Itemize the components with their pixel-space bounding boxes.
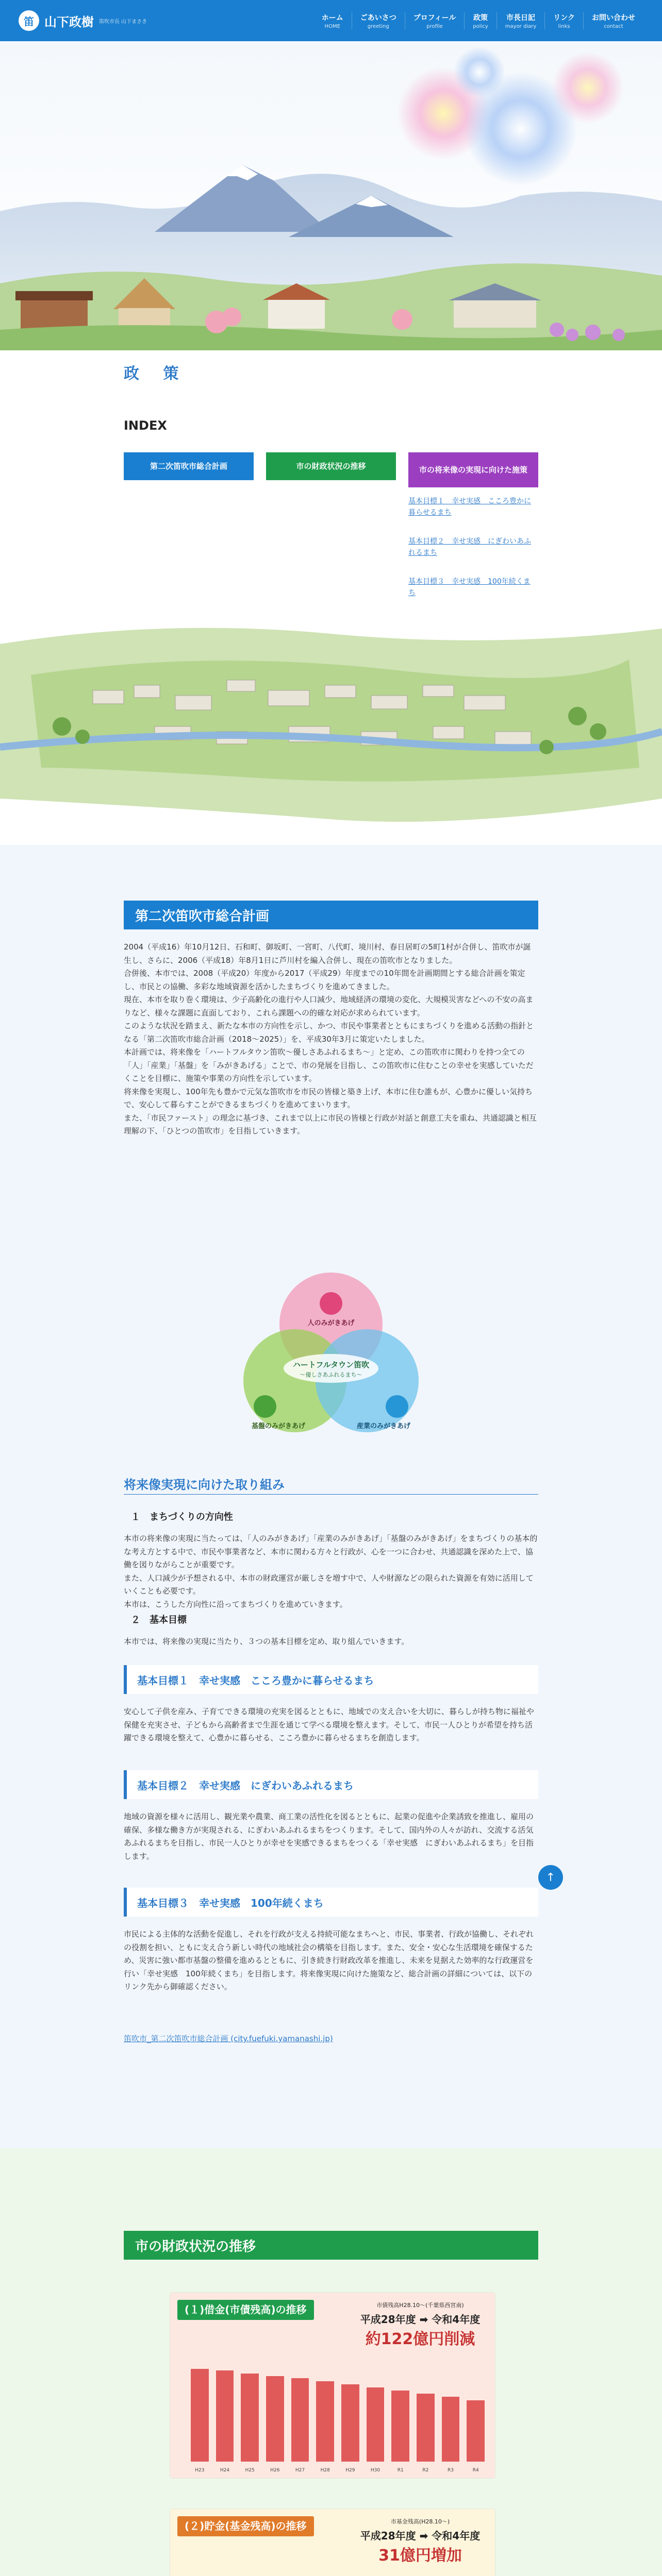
chart-tick-label: H30 — [370, 2468, 380, 2473]
goal-3-title: 基本目標３ 幸せ実感 100年続くまち — [124, 1888, 538, 1917]
nav-diary[interactable]: 市長日記 mayor diary — [496, 12, 544, 29]
goal-1-text: 安心して子供を産み、子育てできる環境の充実を図るとともに、地域での支え合いを大切に、暮らしが持ち物に福祉や保健を充実させ、子どもから高齢者まで生涯を通じて学べる環境を整えます。そして、市民一人ひとりが希望を持ち活躍できる環境を整えて、心豊かに暮らせる、こころ豊かに暮らせるまちを創造します。 — [124, 1707, 534, 1742]
goal-2-text: 地域の資源を様々に活用し、観光業や農業、商工業の活性化を図るとともに、起業の促進や企業誘致を推進し、雇用の確保、多様な働き方が実現される、にぎわいあふれるまちをつくります。そして、国内外の人々が訪れ、交流する活気あふれるまちを目指し、市民一人ひとりが幸せを実感できるまちをつくる「幸せ実感 にぎわいあふれるまち」を目指します。 — [124, 1812, 534, 1861]
direction-heading: １ まちづくりの方向性 — [131, 1512, 233, 1522]
page-title-row — [124, 361, 188, 383]
chart-bar — [291, 2378, 309, 2473]
policies-heading: 将来像実現に向けた取り組み — [124, 1478, 285, 1492]
card-title: (２)貯金(基金残高)の推移 — [177, 2516, 314, 2536]
site-logo[interactable] — [19, 10, 147, 31]
house-icon — [254, 1395, 276, 1418]
chart-tick-label: H29 — [345, 2468, 355, 2473]
card-title: (１)借金(市債残高)の推移 — [177, 2300, 314, 2320]
chart-bar — [341, 2384, 359, 2473]
venn-label-infrastructure: 基盤のみがきあげ — [251, 1422, 306, 1430]
goal-1-title: 基本目標１ 幸せ実感 こころ豊かに暮らせるまち — [124, 1665, 538, 1694]
people-icon — [320, 1292, 342, 1315]
debt-bar-chart — [191, 2364, 485, 2473]
back-to-top-button[interactable] — [538, 1865, 563, 1890]
plan-body — [124, 941, 538, 1229]
nav-contact[interactable]: お問い合わせ contact — [583, 12, 643, 29]
chart-tick-label: H24 — [220, 2468, 230, 2473]
vision-venn-diagram — [233, 1267, 429, 1437]
venn-center-title: ハートフルタウン笛吹 — [292, 1360, 370, 1369]
direction-paragraph: 本市の将来像の実現に当たっては、「人のみがきあげ」「産業のみがきあげ」「基盤のみがきあげ」をまちづくりの基本的な考え方とする中で、市民や事業者など、本市に関わる方々と行政が、心を一つに合わせ、共通認識を深めた上で、協働を図りながらことが重要です。 — [124, 1534, 538, 1569]
chart-bar — [417, 2394, 435, 2473]
chart-tick-label: H28 — [320, 2468, 330, 2473]
callout-value: 約122億円削減 — [365, 2330, 475, 2348]
callout-value: 31億円増加 — [378, 2547, 462, 2565]
callout-note: 市基金残高(H28.10〜) — [390, 2518, 450, 2525]
plan-paragraph: 合併後、本市では、2008（平成20）年度から2017（平成29）年度までの10年間を計画期間とする総合計画を策定し、市民との協働、多彩な地域資源を活かしたまちづくりを進めてきました。 — [124, 969, 525, 991]
chart-bar — [367, 2387, 385, 2473]
index-title: INDEX — [124, 418, 167, 433]
site-header — [0, 0, 662, 41]
chart-tick-label: R1 — [397, 2468, 404, 2473]
plan-paragraph: また、「市民ファースト」の理念に基づき、これまで以上に市民の皆様と行政が対話と創意工夫を重ね、共通認識と相互理解の下、「ひとつの笛吹市」を目指していきます。 — [124, 1113, 537, 1136]
plan-paragraph: 本計画では、将来像を「ハートフルタウン笛吹〜優しさあふれるまち〜」と定め、この笛吹市に関わりを持つ全ての「人」「産業」「基盤」を「みがきあげる」ことで、市の発展を目指し、この笛吹市に住むことの幸せを実感していただくことを目標に、施策や事業の方向性を示しています。 — [124, 1047, 534, 1083]
site-subtitle: 笛吹市長 山下まさき — [99, 19, 147, 25]
city-illustration — [0, 613, 662, 860]
nav-profile[interactable]: プロフィール profile — [405, 12, 465, 29]
nav-links[interactable]: リンク links — [544, 12, 583, 29]
plan-paragraph: 現在、本市を取り巻く環境は、少子高齢化の進行や人口減少、地域経済の環境の変化、大規模災害などへの不安の高まりなど、様々な課題に直面しており、これら課題への的確な対応が求められています。 — [124, 995, 534, 1018]
global-nav — [313, 12, 643, 29]
goal-2-title: 基本目標２ 幸せ実感 にぎわいあふれるまち — [124, 1770, 538, 1799]
callout-period: 平成28年度 ➡ 令和4年度 — [360, 2530, 481, 2542]
factory-icon — [386, 1395, 408, 1418]
finance-card-debt — [170, 2293, 495, 2478]
chart-bar — [391, 2391, 409, 2473]
finance-heading: 市の財政状況の推移 — [124, 2231, 538, 2260]
logo-icon: 笛 — [19, 10, 39, 31]
hero-illustration — [0, 41, 662, 350]
arrow-up-icon: ↑ — [545, 1871, 556, 1884]
plan-paragraph: 2004（平成16）年10月12日、石和町、御坂町、一宮町、八代町、境川村、春日居町の5町1村が合併し、笛吹市が誕生し、さらに、2006（平成18）年8月1日に芦川村を編入合併し、現在の笛吹市となりました。 — [124, 942, 531, 965]
chart-tick-label: R2 — [422, 2468, 429, 2473]
plan-paragraph: 将来像を実現し、100年先も豊かで元気な笛吹市を市民の皆様と築き上げ、本市に住む誰もが、心豊かに優しい気持ちで、安心して暮らすことができるまちづくりを進めてまいります。 — [124, 1087, 533, 1109]
chart-bar — [241, 2374, 259, 2473]
chart-bar — [316, 2381, 334, 2473]
venn-label-industry: 産業のみがきあげ — [356, 1422, 411, 1430]
chart-bar — [216, 2370, 234, 2473]
chart-tick-label: H27 — [295, 2468, 305, 2473]
nav-greeting[interactable]: ごあいさつ greeting — [352, 12, 405, 29]
direction-paragraph: また、人口減少が予想される中、本市の財政運営が厳しさを増す中で、人や財源などの限られた資源を有効に活用していくことも必要です。 — [124, 1573, 534, 1596]
chart-bar — [442, 2397, 460, 2473]
hero-landscape-image — [0, 41, 662, 350]
page-title: 政 策 — [124, 365, 188, 383]
policies-divider — [124, 1494, 538, 1495]
card-callout — [356, 2301, 485, 2349]
index-button-finance[interactable]: 市の財政状況の推移 — [266, 452, 396, 480]
chart-bar — [266, 2376, 284, 2473]
chart-tick-label: R4 — [472, 2468, 479, 2473]
index-link-goal-2[interactable]: 基本目標２ 幸せ実感 にぎわいあふれるまち — [408, 537, 531, 557]
chart-tick-label: H23 — [195, 2468, 205, 2473]
chart-tick-label: H25 — [245, 2468, 255, 2473]
direction-paragraph: 本市は、こうした方向性に沿ってまちづくりを進めていきます。 — [124, 1599, 347, 1609]
index-link-goal-3[interactable]: 基本目標３ 幸せ実感 100年続くまち — [408, 578, 531, 598]
nav-home[interactable]: ホーム HOME — [321, 13, 343, 29]
basic-goals-intro: 本市では、将来像の実現に当たり、３つの基本目標を定め、取り組んでいきます。 — [124, 1637, 409, 1646]
direction-body — [124, 1532, 538, 1611]
index-button-policies[interactable]: 市の将来像の実現に向けた施策 — [408, 452, 538, 487]
plan-external-link[interactable]: 笛吹市_第二次笛吹市総合計画 (city.fuefuki.yamanashi.jp) — [124, 2034, 333, 2043]
finance-card-savings — [170, 2509, 495, 2576]
plan-paragraph: このような状況を踏まえ、新たな本市の方向性を示し、かつ、市民や事業者とともにまちづくりを進める活動の指針となる「第二次笛吹市総合計画（2018〜2025）」を、平成30年3月に策定いたしました。 — [124, 1021, 534, 1044]
venn-center-subtitle: 〜優しさあふれるまち〜 — [300, 1371, 362, 1378]
site-name: 山下政樹 — [44, 14, 94, 29]
callout-period: 平成28年度 ➡ 令和4年度 — [360, 2313, 481, 2326]
index-button-plan[interactable]: 第二次笛吹市総合計画 — [124, 452, 254, 480]
card-callout — [356, 2517, 485, 2565]
chart-bar — [191, 2369, 209, 2473]
nav-policy[interactable]: 政策 policy — [464, 12, 496, 29]
venn-label-people: 人のみがきあげ — [307, 1319, 355, 1327]
index-link-goal-1[interactable]: 基本目標１ 幸せ実感 こころ豊かに暮らせるまち — [408, 497, 531, 517]
chart-tick-label: H26 — [270, 2468, 280, 2473]
goal-3-text: 市民による主体的な活動を促進し、それを行政が支える持続可能なまちへと、市民、事業者、行政が協働し、それぞれの役割を担い、ともに支え合う新しい時代の地域社会の構築を目指します。また、安全・安心な生活環境を確保するため、災害に強い都市基盤の整備を進めるとともに、引き続き行財政改革を推進し、未来を見据えた効率的な行政運営を行い「幸せ実感 100年続くまち」を目指します。将来像実現に向けた施策など、総合計画の詳細については、以下のリンク先から御確認ください。 — [124, 1929, 534, 1991]
city-aerial-image — [0, 613, 662, 860]
basic-goals-heading: ２ 基本目標 — [131, 1615, 187, 1625]
chart-bar — [467, 2400, 485, 2473]
chart-tick-label: R3 — [448, 2468, 454, 2473]
callout-note: 市債残高H28.10〜(千葉県西宮南) — [376, 2302, 464, 2309]
plan-heading: 第二次笛吹市総合計画 — [124, 901, 538, 929]
